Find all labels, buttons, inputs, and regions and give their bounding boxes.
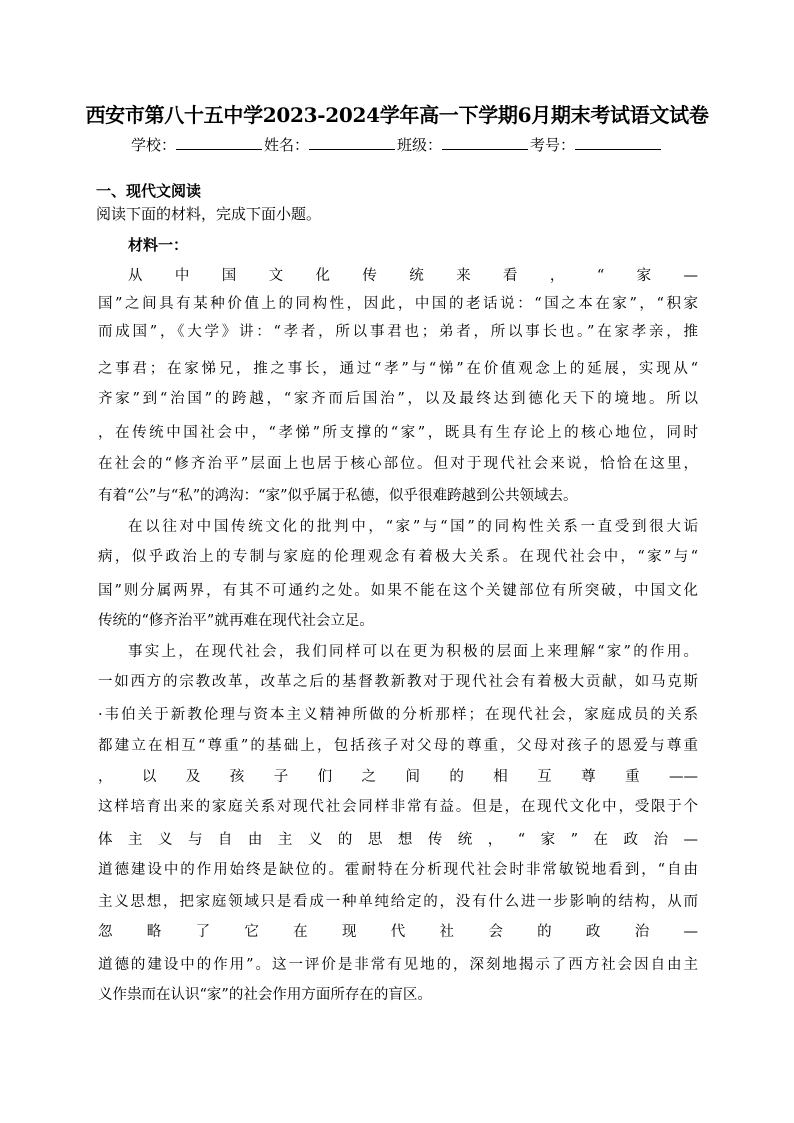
paragraph-line: 传统的“修齐治平”就再难在现代社会立足。 xyxy=(98,613,374,629)
paragraph-line: ·韦伯关于新教伦理与资本主义精神所做的分析那样；在现代社会，家庭成员的关系 xyxy=(98,707,698,723)
material-label: 材料一： xyxy=(128,236,189,254)
paragraph-line: 都建立在相互“尊重”的基础上，包括孩子对父母的尊重，父母对孩子的恩爱与尊重 xyxy=(98,738,698,754)
class-label: 班级： xyxy=(397,136,443,154)
paragraph-line: 之事君；在家悌兄，推之事长，通过“孝”与“悌”在价值观念上的延展，实现从“ xyxy=(98,361,698,377)
school-label: 学校： xyxy=(130,136,176,154)
class-blank[interactable] xyxy=(442,135,528,150)
section-heading: 一、现代文阅读 xyxy=(96,182,202,200)
paragraph-line: 在社会的“修齐治平”层面上也居于核心部位。但对于现代社会来说，恰恰在这里， xyxy=(98,456,698,472)
number-blank[interactable] xyxy=(575,135,661,150)
paragraph-line: 而成国”，《大学》讲：“孝者，所以事君也；弟者，所以事长也。”在家孝亲，推 xyxy=(98,324,698,340)
paragraph-line: 义作祟而在认识“家”的社会作用方面所存在的盲区。 xyxy=(98,987,432,1003)
paragraph-line: 在以往对中国传统文化的批判中，“家”与“国”的同构性关系一直受到很大诟 xyxy=(128,519,698,535)
paragraph-line: 国”之间具有某种价值上的同构性，因此，中国的老话说：“国之本在家”，“积家 xyxy=(98,296,698,312)
student-info-row xyxy=(0,134,794,156)
paragraph-line: 一如西方的宗教改革，改革之后的基督教新教对于现代社会有着极大贡献，如马克斯 xyxy=(98,674,698,690)
paragraph-line: 忽略了它在现代社会的政治— xyxy=(98,924,698,940)
paragraph-line: ，在传统中国社会中，“孝悌”所支撑的“家”，既具有生存论上的核心地位，同时 xyxy=(98,425,698,441)
paragraph-line: ，以及孩子们之间的相互尊重—— xyxy=(98,769,698,785)
paragraph-line: 主义思想，把家庭领域只是看成一种单纯给定的，没有什么进一步影响的结构，从而 xyxy=(98,894,698,910)
paragraph-line: 国”则分属两界，有其不可通约之处。如果不能在这个关键部位有所突破，中国文化 xyxy=(98,583,698,599)
paragraph-line: 体主义与自由主义的思想传统，“家”在政治— xyxy=(98,832,698,848)
paragraph-line: 道德建设中的作用始终是缺位的。霍耐特在分析现代社会时非常敏锐地看到，“自由 xyxy=(98,862,698,878)
number-label: 考号： xyxy=(530,136,576,154)
paragraph-line: 道德的建设中的作用”。这一评价是非常有见地的，深刻地揭示了西方社会因自由主 xyxy=(98,957,698,973)
school-blank[interactable] xyxy=(176,135,262,150)
paragraph-line: 齐家”到“治国”的跨越，“家齐而后国治”，以及最终达到德化天下的境地。所以 xyxy=(98,391,698,407)
paragraph-line: 病，似乎政治上的专制与家庭的伦理观念有着极大关系。在现代社会中，“家”与“ xyxy=(98,549,698,565)
reading-instruction: 阅读下面的材料，完成下面小题。 xyxy=(96,205,322,223)
paragraph-line: 有着“公”与“私”的鸿沟：“家”似乎属于私德，似乎很难跨越到公共领域去。 xyxy=(98,488,578,504)
paragraph-line: 这样培育出来的家庭关系对现代社会同样非常有益。但是，在现代文化中，受限于个 xyxy=(98,799,698,815)
name-label: 姓名： xyxy=(263,136,309,154)
paragraph-line: 事实上，在现代社会，我们同样可以在更为积极的层面上来理解“家”的作用。 xyxy=(128,644,698,660)
name-blank[interactable] xyxy=(309,135,395,150)
exam-title: 西安市第八十五中学2023-2024学年高一下学期6月期末考试语文试卷 xyxy=(85,103,709,127)
paragraph-line: 从中国文化传统来看，“家— xyxy=(128,268,698,284)
